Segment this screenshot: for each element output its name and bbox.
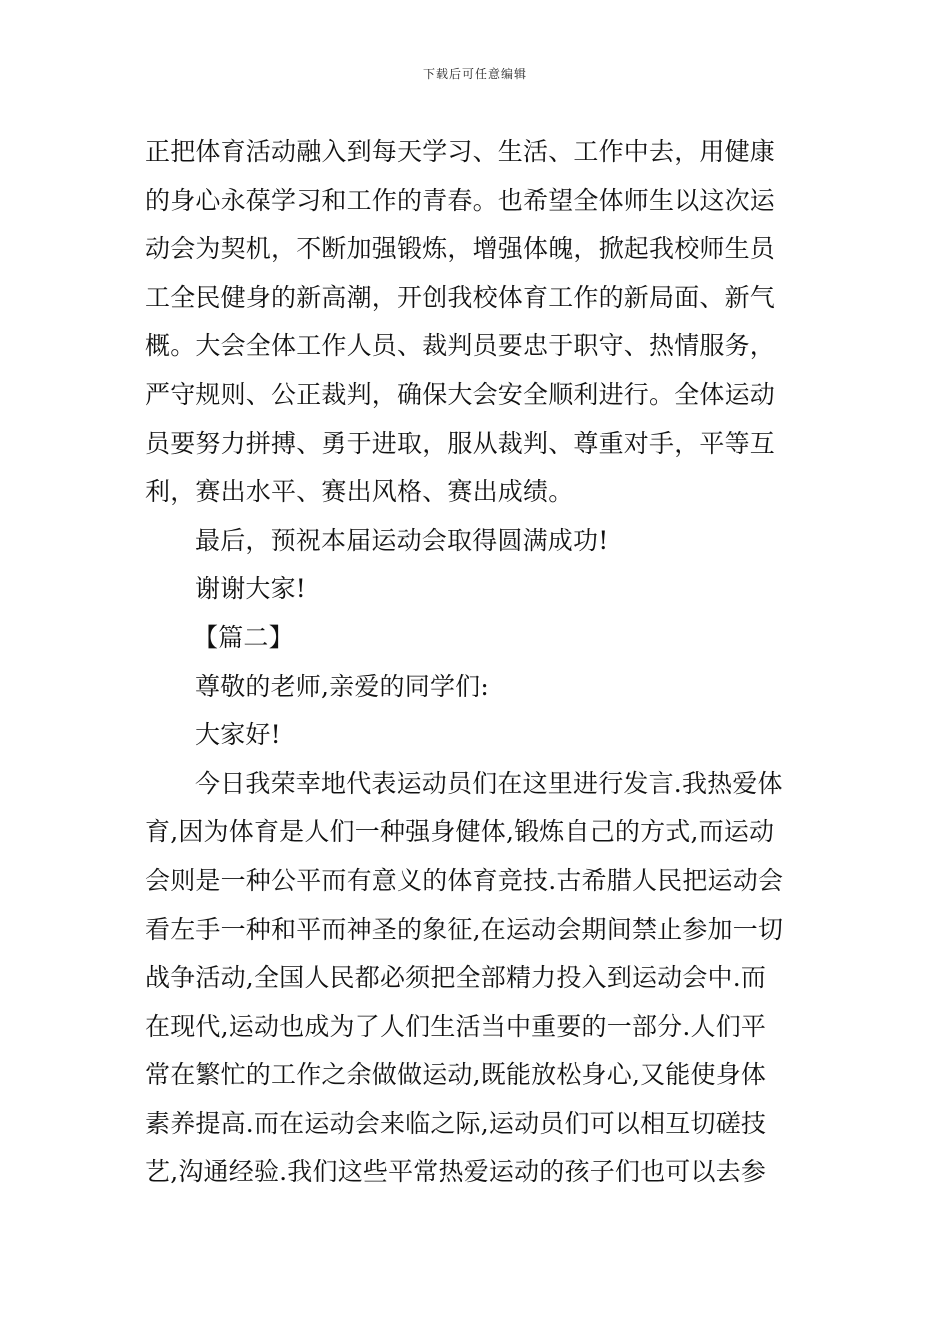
- section-heading: 【篇二】: [193, 622, 294, 652]
- text-line: 利，赛出水平、赛出风格、赛出成绩。: [145, 477, 574, 507]
- text-line: 会则是一种公平而有意义的体育竞技.古希腊人民把运动会: [145, 865, 784, 895]
- salutation: 尊敬的老师,亲爱的同学们:: [195, 671, 489, 701]
- text-line: 的身心永葆学习和工作的青春。也希望全体师生以这次运: [145, 185, 776, 215]
- text-line: 艺,沟通经验.我们这些平常热爱运动的孩子们也可以去参: [145, 1157, 767, 1187]
- text-line: 常在繁忙的工作之余做做运动,既能放松身心,又能使身体: [145, 1060, 767, 1090]
- text-line: 素养提高.而在运动会来临之际,运动员们可以相互切磋技: [145, 1108, 767, 1138]
- text-line: 动会为契机，不断加强锻炼，增强体魄，掀起我校师生员: [145, 234, 776, 264]
- text-line: 在现代,运动也成为了人们生活当中重要的一部分.人们平: [145, 1011, 767, 1041]
- text-line: 育,因为体育是人们一种强身健体,锻炼自己的方式,而运动: [145, 817, 775, 847]
- text-line: 员要努力拼搏、勇于进取，服从裁判、尊重对手，平等互: [145, 428, 776, 458]
- text-line: 概。大会全体工作人员、裁判员要忠于职守、热情服务，: [145, 331, 776, 361]
- text-line: 工全民健身的新高潮，开创我校体育工作的新局面、新气: [145, 282, 776, 312]
- text-line: 严守规则、公正裁判，确保大会安全顺利进行。全体运动: [145, 379, 776, 409]
- closing-wish: 最后，预祝本届运动会取得圆满成功!: [195, 525, 609, 555]
- thanks-line: 谢谢大家!: [195, 574, 307, 604]
- page-header: 下载后可任意编辑: [422, 67, 527, 81]
- text-line: 正把体育活动融入到每天学习、生活、工作中去，用健康: [145, 137, 776, 166]
- greeting: 大家好!: [195, 720, 281, 750]
- text-line: 看左手一种和平而神圣的象征,在运动会期间禁止参加一切: [145, 914, 784, 944]
- text-line: 战争活动,全国人民都必须把全部精力投入到运动会中.而: [145, 963, 767, 993]
- body-text: [145, 128, 810, 1197]
- paragraph-start: 今日我荣幸地代表运动员们在这里进行发言.我热爱体: [195, 768, 783, 798]
